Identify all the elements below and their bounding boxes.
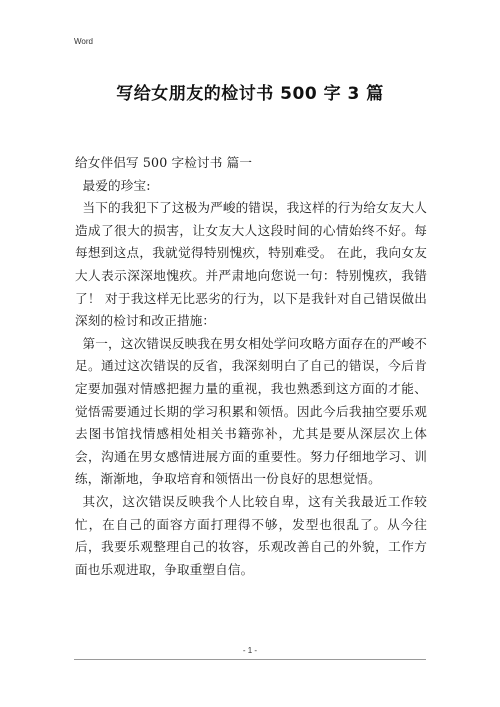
document-body xyxy=(75,152,427,581)
salutation: 最爱的珍宝: xyxy=(82,177,151,193)
document-title: 写给女朋友的检讨书 500 字 3 篇 xyxy=(116,84,384,104)
body-paragraph: 第一，这次错误反映我在男女相处学问攻略方面存在的严峻不足。通过这次错误的反省，我深刻明白了自己的错误，今后肯定要加强对情感把握力量的重视，我也熟悉到这方面的才能、觉悟需要通过长期的学习积累和领悟。因此今后我抽空要乐观去图书馆找情感相处相关书籍弥补，尤其是要从深层次上体会，沟通在男女感情进展方面的重要性。努力仔细地学习、训练，渐渐地，争取培育和领悟出一份良好的思想觉悟。 xyxy=(75,335,427,487)
header-app-label: Word xyxy=(74,37,93,46)
body-paragraph: 当下的我犯下了这极为严峻的错误，我这样的行为给女友大人造成了很大的损害，让女友大人这段时间的心情始终不好。每每想到这点，我就觉得特别愧疚，特别难受。 在此，我向女友大人表示深深地愧疚。并严肃地向您说一句：特别愧疚，我错了！ 对于我这样无比恶劣的行为，以下是我针对自己错误做出深刻的检讨和改正措施： xyxy=(75,200,427,329)
page-number: - 1 - xyxy=(242,646,258,655)
section-heading: 给女伴侣写 500 字检讨书 篇一 xyxy=(75,155,253,170)
footer-divider xyxy=(74,659,426,660)
body-paragraph: 其次，这次错误反映我个人比较自卑，这有关我最近工作较忙，在自己的面容方面打理得不够，发型也很乱了。从今往后，我要乐观整理自己的妆容，乐观改善自己的外貌，工作方面也乐观进取，争取重塑自信。 xyxy=(75,493,427,577)
